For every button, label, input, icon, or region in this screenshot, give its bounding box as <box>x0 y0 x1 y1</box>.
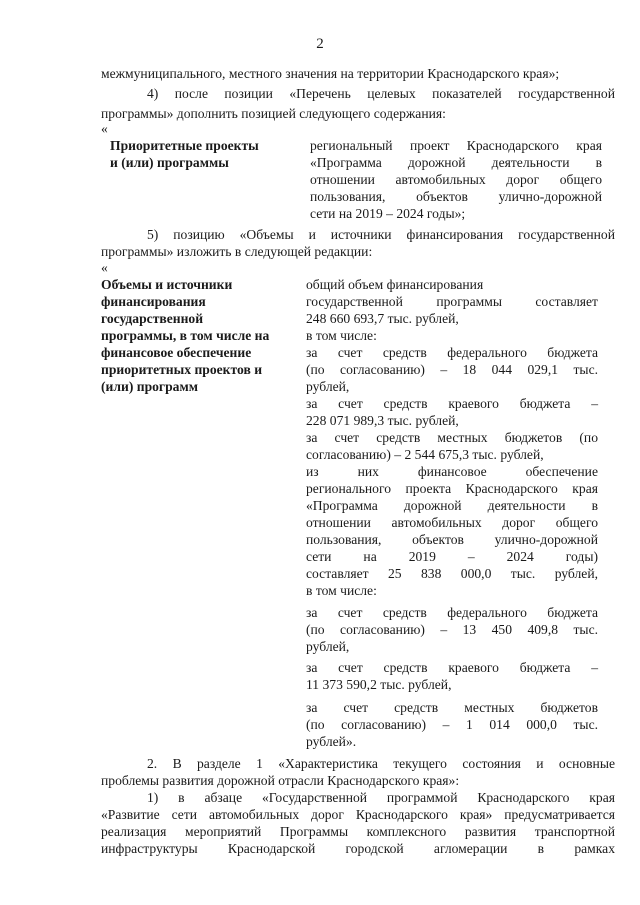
quote-open-mark-2: « <box>101 260 108 275</box>
block2-value-line-12: из них финансовое обеспечение <box>306 464 598 479</box>
block2-value-line-18: составляет 25 838 000,0 тыс. рублей, <box>306 566 598 581</box>
block2-value-line-27: рублей». <box>306 734 357 749</box>
block2-value-line-15: отношении автомобильных дорог общего <box>306 515 598 530</box>
block2-value-line-16: пользования, объектов улично-дорожной <box>306 532 598 547</box>
block1-value-line-5: сети на 2019 – 2024 годы»; <box>310 206 466 221</box>
block2-value-line-6: (по согласованию) – 18 044 029,1 тыс. <box>306 362 598 377</box>
block2-value-line-5: за счет средств федерального бюджета <box>306 345 598 360</box>
block2-value-line-4: в том числе: <box>306 328 377 343</box>
block2-value-line-23: за счет средств краевого бюджета – <box>306 660 598 675</box>
block2-value-line-3: 248 660 693,7 тыс. рублей, <box>306 311 459 326</box>
block1-label-line-1: Приоритетные проекты <box>110 138 259 153</box>
block2-value-line-9: 228 071 989,3 тыс. рублей, <box>306 413 459 428</box>
block2-label-line-2: финансирования <box>101 294 206 309</box>
block2-value-line-20: за счет средств федерального бюджета <box>306 605 598 620</box>
block1-label-line-2: и (или) программы <box>110 155 229 170</box>
block2-value-line-21: (по согласованию) – 13 450 409,8 тыс. <box>306 622 598 637</box>
block2-label-line-1: Объемы и источники <box>101 277 233 292</box>
block1-value-line-3: отношении автомобильных дорог общего <box>310 172 602 187</box>
block2-value-line-11: согласованию) – 2 544 675,3 тыс. рублей, <box>306 447 544 462</box>
block1-value-line-2: «Программа дорожной деятельности в <box>310 155 602 170</box>
block2-label-line-5: финансовое обеспечение <box>101 345 252 360</box>
block2-value-line-2: государственной программы составляет <box>306 294 598 309</box>
intro-line-1: межмуниципального, местного значения на территории Краснодарского края»; <box>101 66 560 81</box>
block2-value-line-19: в том числе: <box>306 583 377 598</box>
section2-line-2: проблемы развития дорожной отрасли Краснодарского края»: <box>101 773 460 788</box>
block2-value-line-25: за счет средств местных бюджетов <box>306 700 598 715</box>
section2-line-3: 1) в абзаце «Государственной программой Краснодарского края <box>147 790 615 805</box>
section2-line-1: 2. В разделе 1 «Характеристика текущего состояния и основные <box>147 756 615 771</box>
block2-value-line-17: сети на 2019 – 2024 годы) <box>306 549 598 564</box>
block2-value-line-1: общий объем финансирования <box>306 277 484 292</box>
block1-value-line-1: региональный проект Краснодарского края <box>310 138 602 153</box>
block1-value-line-4: пользования, объектов улично-дорожной <box>310 189 602 204</box>
block2-label-line-6: приоритетных проектов и <box>101 362 263 377</box>
block2-value-line-24: 11 373 590,2 тыс. рублей, <box>306 677 452 692</box>
block2-value-line-8: за счет средств краевого бюджета – <box>306 396 598 411</box>
block2-value-line-10: за счет средств местных бюджетов (по <box>306 430 598 445</box>
intro-line-2: 4) после позиции «Перечень целевых показателей государственной <box>147 86 615 101</box>
block2-label-line-3: государственной <box>101 311 204 326</box>
page-number: 2 <box>316 36 324 52</box>
block2-value-line-26: (по согласованию) – 1 014 000,0 тыс. <box>306 717 598 732</box>
section2-line-4: «Развитие сети автомобильных дорог Краснодарского края» предусматривается <box>101 807 615 822</box>
item5-line-1: 5) позицию «Объемы и источники финансирования государственной <box>147 227 615 242</box>
quote-open-mark: « <box>101 121 108 136</box>
block2-value-line-13: регионального проекта Краснодарского края <box>306 481 598 496</box>
block2-value-line-7: рублей, <box>306 379 350 394</box>
block2-label-line-7: (или) программ <box>101 379 198 394</box>
section2-line-5: реализация мероприятий Программы комплексного развития транспортной <box>101 824 615 839</box>
item5-line-2: программы» изложить в следующей редакции: <box>101 244 373 259</box>
section2-line-6: инфраструктуры Краснодарской городской агломерации в рамках <box>101 841 615 856</box>
intro-line-3: программы» дополнить позицией следующего содержания: <box>101 106 446 121</box>
block2-value-line-22: рублей, <box>306 639 350 654</box>
block2-value-line-14: «Программа дорожной деятельности в <box>306 498 598 513</box>
block2-label-line-4: программы, в том числе на <box>101 328 270 343</box>
